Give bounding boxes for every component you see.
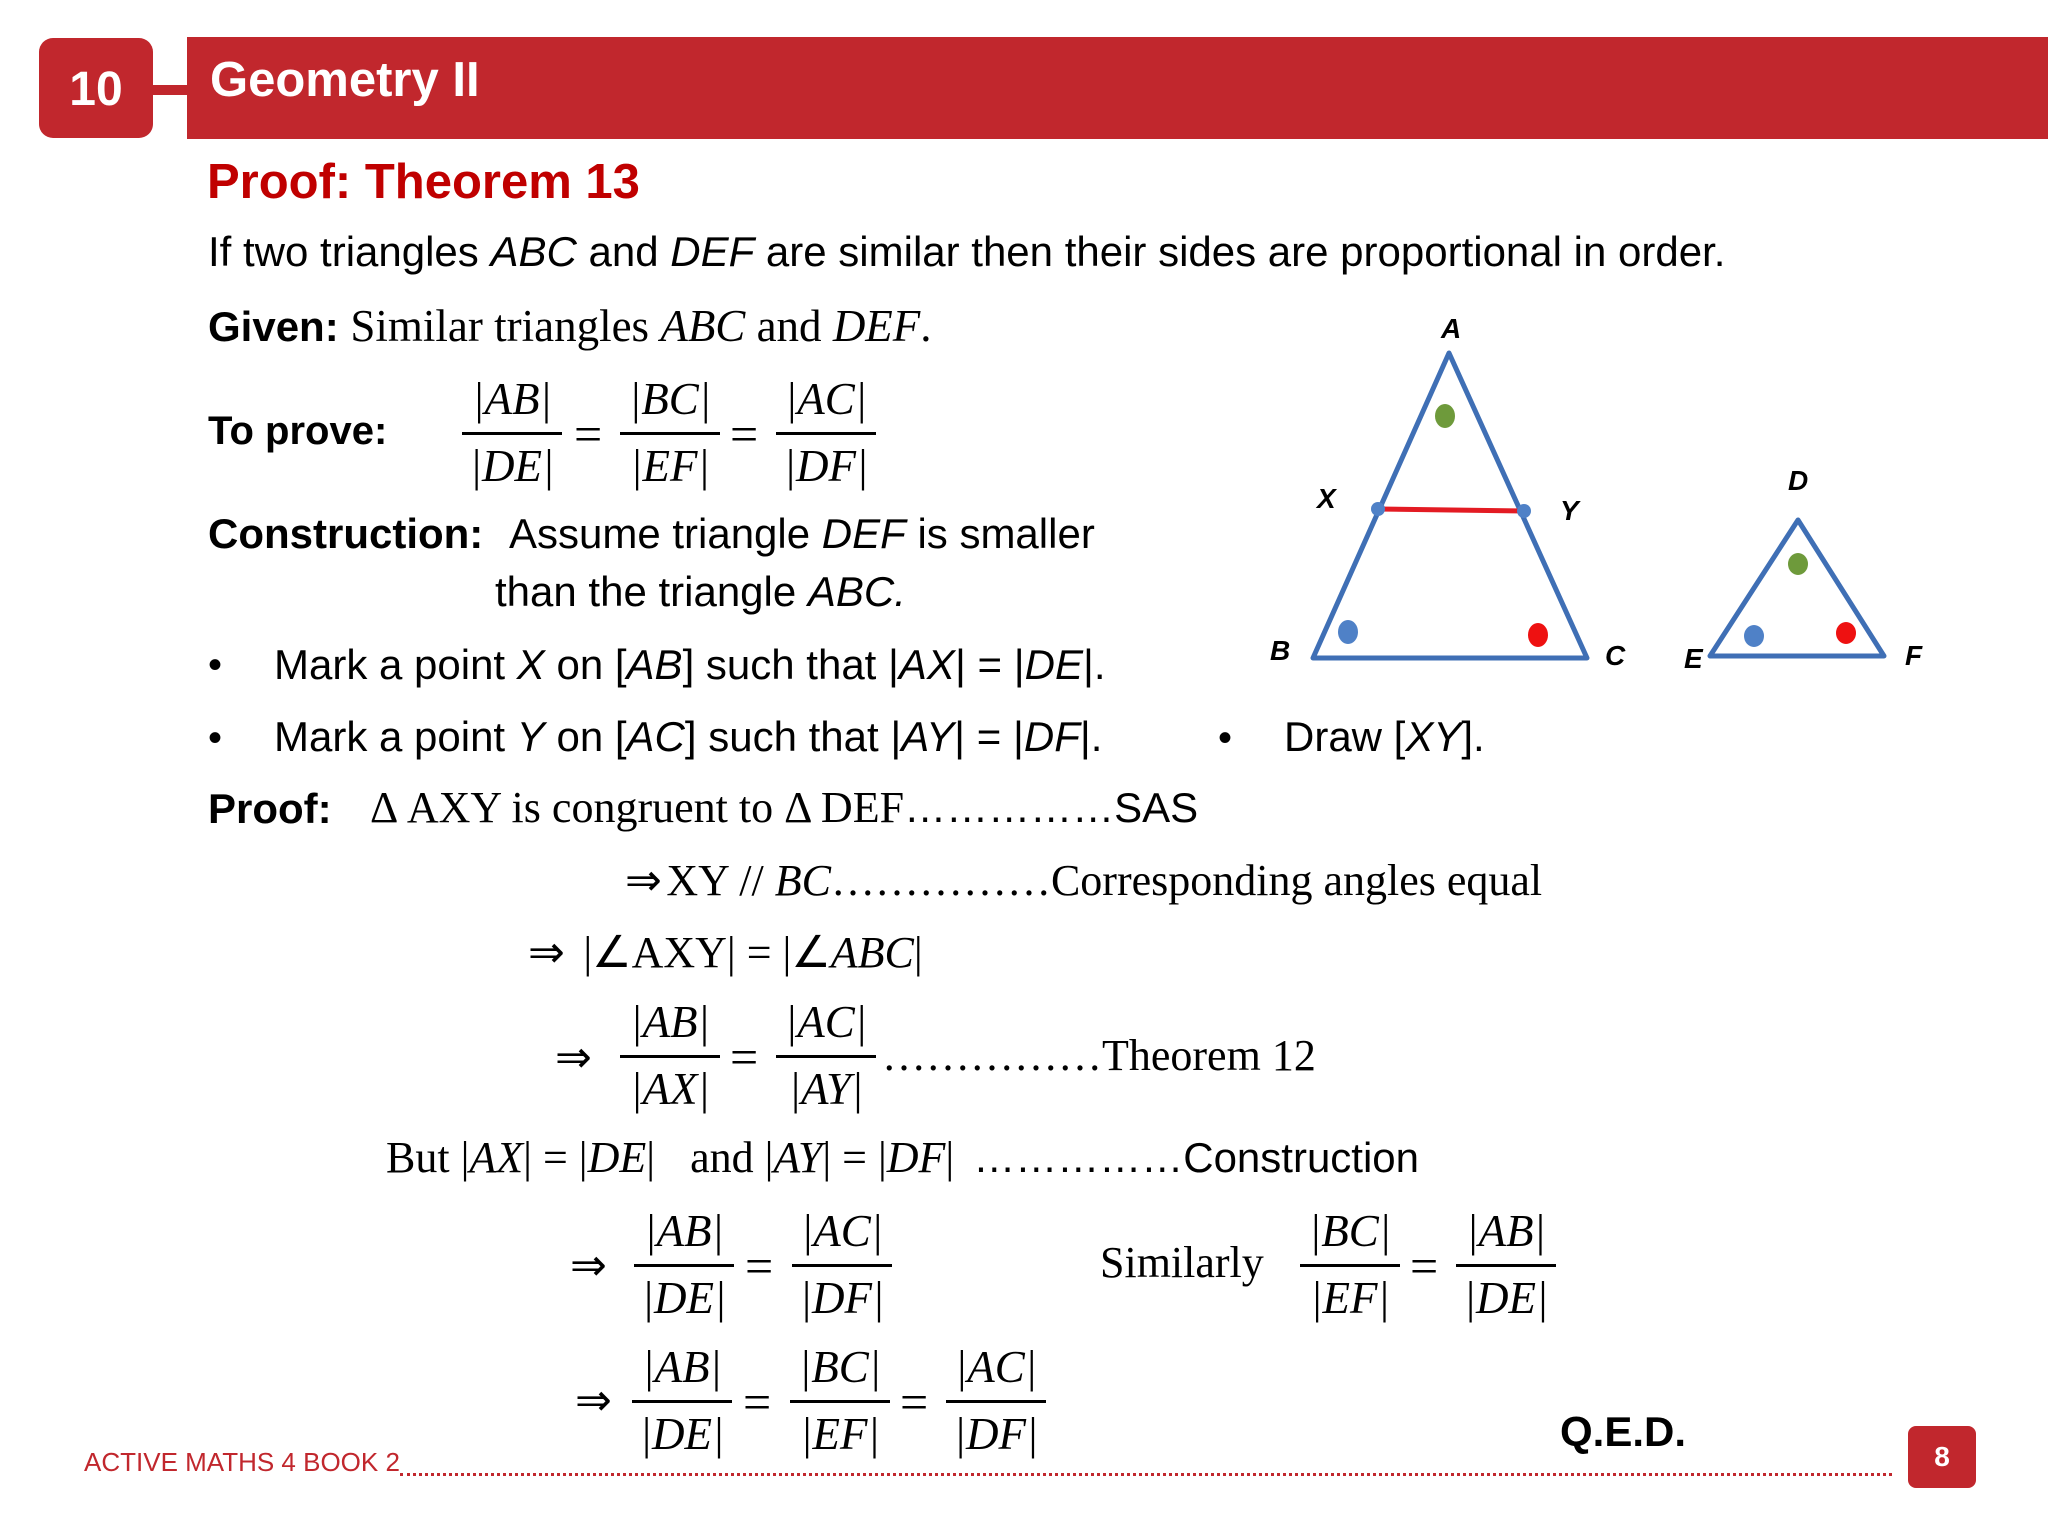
equals-sign: = [900, 1374, 929, 1430]
fraction-ab-de-2: |AB| |DE| [1456, 1204, 1556, 1325]
chapter-number: 10 [69, 63, 123, 116]
implies-arrow: ⇒ [555, 1033, 592, 1082]
to-prove-label: To prove: [208, 409, 388, 453]
fraction-ac-ay: |AC| |AY| [776, 995, 876, 1116]
construction-label: Construction: [208, 510, 484, 557]
chapter-title: Geometry II [210, 53, 480, 107]
bullet-icon: • [1218, 716, 1233, 760]
final-fraction-1: |AB| |DE| [632, 1340, 732, 1461]
footer-book-title: ACTIVE MATHS 4 BOOK 2 [84, 1447, 400, 1477]
proof-line-angles: ⇒ |∠AXY| = |∠ABC| [528, 928, 923, 977]
angle-marker-e [1744, 625, 1764, 647]
label-y: Y [1560, 495, 1579, 526]
label-x: X [1317, 483, 1336, 514]
bullet-mark-x: Mark a point X on [AB] such that |AX| = |DE|. [274, 641, 1106, 688]
implies-arrow: ⇒ [575, 1376, 612, 1425]
equals-sign: = [743, 1374, 772, 1430]
similarly-label: Similarly [1100, 1238, 1264, 1287]
to-prove-fraction-2: |BC| |EF| [620, 372, 720, 493]
proof-heading: Proof: Theorem 13 [207, 155, 640, 209]
equals-sign: = [745, 1238, 774, 1294]
equals-sign: = [1410, 1238, 1439, 1294]
construction-line-2: than the triangle ABC. [495, 568, 906, 615]
proof-line-but: But |AX| = |DE| and |AY| = |DF| ……………Construction [386, 1133, 1420, 1182]
angle-marker-b [1338, 620, 1358, 644]
qed-label: Q.E.D. [1560, 1408, 1687, 1455]
equals-sign: = [730, 406, 759, 462]
given-line [208, 300, 932, 352]
equals-sign: = [730, 1029, 759, 1085]
given-label: Given: [208, 303, 339, 350]
bullet-icon: • [208, 716, 223, 760]
proof-line-congruent: Δ AXY is congruent to Δ DEF……………SAS [370, 783, 1199, 832]
angle-marker-a [1435, 404, 1455, 428]
theorem-statement: If two triangles ABC and DEF are similar then their sides are proportional in order. [208, 228, 1726, 275]
header-connector [150, 85, 190, 95]
label-c: C [1605, 640, 1626, 671]
bullet-mark-y: Mark a point Y on [AC] such that |AY| = |DF|. [274, 713, 1103, 760]
page-number: 8 [1908, 1426, 1976, 1488]
point-x [1371, 502, 1385, 516]
label-f: F [1905, 640, 1923, 671]
to-prove-fraction-1: |AB| |DE| [462, 372, 562, 493]
to-prove-fraction-3: |AC| |DF| [776, 372, 876, 493]
proof-label: Proof: [208, 785, 332, 832]
triangle-abc [1313, 353, 1587, 658]
label-d: D [1788, 465, 1809, 496]
angle-marker-c [1528, 623, 1548, 647]
point-y [1517, 504, 1531, 518]
label-a: A [1441, 313, 1462, 344]
angle-marker-f [1836, 622, 1856, 644]
bullet-draw-xy: Draw [XY]. [1284, 713, 1485, 760]
fraction-bc-ef: |BC| |EF| [1300, 1204, 1400, 1325]
final-fraction-2: |BC| |EF| [790, 1340, 890, 1461]
proof-line-parallel: ⇒ XY // BC……………Corresponding angles equal [625, 856, 1543, 905]
label-b: B [1270, 635, 1291, 666]
final-fraction-3: |AC| |DF| [946, 1340, 1046, 1461]
bullet-icon: • [208, 643, 223, 687]
segment-xy [1378, 509, 1524, 511]
triangle-def [1710, 520, 1884, 656]
fraction-ac-df: |AC| |DF| [792, 1204, 892, 1325]
angle-marker-d [1788, 553, 1808, 575]
construction-line-1: Construction: Assume triangle DEF is smaller [208, 510, 1095, 557]
given-text: Similar triangles ABC and DEF. [350, 301, 932, 351]
similar-triangles-diagram [1260, 290, 1940, 690]
equals-sign: = [574, 406, 603, 462]
fraction-ab-ax: |AB| |AX| [620, 995, 720, 1116]
fraction-ab-de: |AB| |DE| [634, 1204, 734, 1325]
theorem-12-reason: ……………Theorem 12 [882, 1031, 1316, 1080]
footer-dotted-rule [400, 1473, 1892, 1476]
label-e: E [1684, 643, 1703, 674]
implies-arrow: ⇒ [570, 1241, 607, 1290]
